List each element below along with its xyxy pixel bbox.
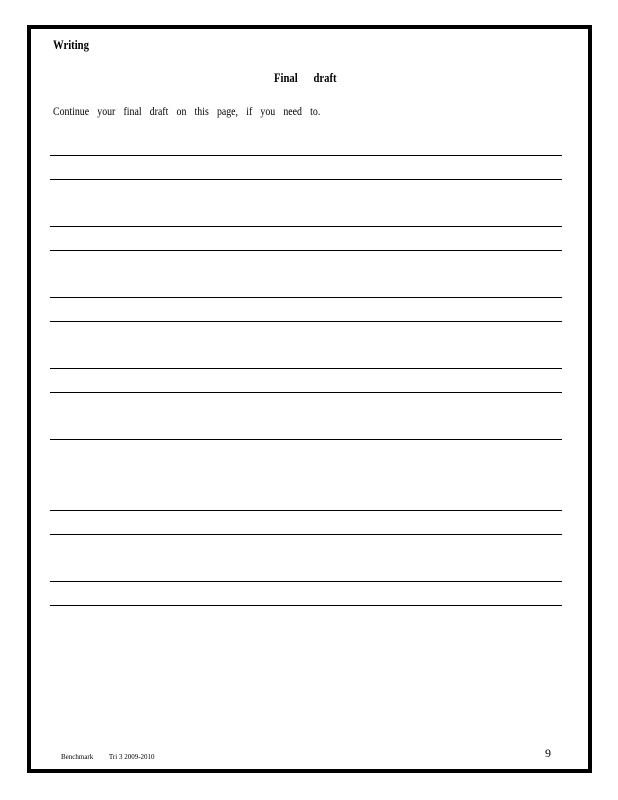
section-title: Writing [53,37,89,52]
writing-line [50,179,562,180]
footer-label: Benchmark [61,753,94,761]
writing-line [50,321,562,322]
writing-line [50,297,562,298]
writing-line [50,581,562,582]
writing-line [50,439,562,440]
writing-line [50,510,562,511]
writing-line [50,250,562,251]
page-title: Final draft [274,70,337,85]
writing-line [50,155,562,156]
page-number: 9 [545,746,551,760]
footer [61,753,169,761]
writing-line [50,368,562,369]
writing-line [50,226,562,227]
footer-term: Tri 3 2009-2010 [108,753,155,761]
writing-line [50,534,562,535]
page-border [27,25,592,773]
writing-line [50,605,562,606]
writing-line [50,392,562,393]
instruction-text: Continue your final draft on this page, if you need to. [53,104,321,118]
